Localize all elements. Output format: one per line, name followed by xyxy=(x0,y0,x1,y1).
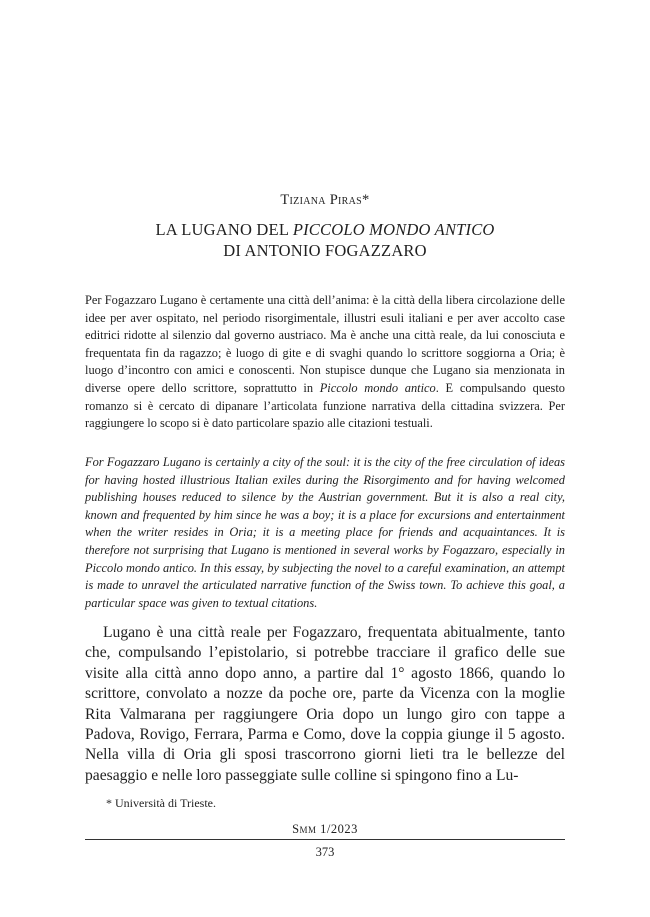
footer-rule xyxy=(85,839,565,840)
journal-issue xyxy=(0,822,650,837)
abstract-italian-part-1: Per Fogazzaro Lugano è certamente una città dell’anima: è la città della libera circolazione delle idee per aver ospitato, nel periodo risorgimentale, illustri esuli italiani e per aver accolto case editrici ridotte al silenzio dal governo austriaco. Ma è anche una città reale, da lui conosciuta e frequentata fin da ragazzo; è luogo di gite e di svaghi quando lo scrittore soggiorna a Oria; è luogo d’incontro con amici e conoscenti. Non stupisce dunque che Lugano sia menzionata in diverse opere dello scrittore, soprattutto in xyxy=(85,293,565,395)
abstract-italian-text xyxy=(85,292,565,433)
page-number: 373 xyxy=(315,845,335,859)
abstract-english xyxy=(85,454,565,612)
title-line-1-prefix: LA LUGANO DEL xyxy=(155,220,293,239)
author-name xyxy=(0,192,650,209)
abstract-english-text: For Fogazzaro Lugano is certainly a city of the soul: it is the city of the free circulation of ideas for having hosted illustrious Italian exiles during the Risorgimento and for having welcomed publishing houses reduced to silence by the Austrian government. But it is also a real city, known and frequented by him since he was a boy; it is a place for excursions and entertainment when the writer resides in Oria; it is a meeting place for friends and acquaintances. It is therefore not surprising that Lugano is mentioned in several works by Fogazzaro, especially in Piccolo mondo antico. In this essay, by subjecting the novel to a careful examination, an attempt is made to unravel the articulated narrative function of the Swiss town. To achieve this goal, a particular space was given to textual citations. xyxy=(85,455,565,610)
footnote: * Università di Trieste. xyxy=(106,796,216,810)
author-footnote-mark: * xyxy=(362,192,370,208)
abstract-italian xyxy=(85,292,565,433)
journal-issue-text: Smm 1/2023 xyxy=(292,822,358,836)
title-line-1 xyxy=(0,219,650,240)
abstract-italian-novel-title: Piccolo mondo antico xyxy=(319,380,436,395)
title-line-2: DI ANTONIO FOGAZZARO xyxy=(223,241,427,260)
abstract-italian-part-2: . E compulsando questo romanzo si è cercato di dipanare l’articolata funzione narrativa della cittadina svizzera. Per raggiungere lo scopo si è dato particolare spazio alle citazioni testuali. xyxy=(85,380,565,431)
title-line-1-italic: PICCOLO MONDO ANTICO xyxy=(292,220,495,239)
body-paragraph: Lugano è una città reale per Fogazzaro, frequentata abitualmente, tanto che, compulsando l’epistolario, si potrebbe tracciare il grafico delle sue visite alla città anno dopo anno, a partire dal 1° agosto 1866, quando lo scrittore, convolato a nozze da poche ore, parte da Vicenza con la moglie Rita Valmarana per raggiungere Oria dopo un lungo giro con tappe a Padova, Rovigo, Ferrara, Parma e Como, dove la coppia giunge il 5 agosto. Nella villa di Oria gli sposi trascorrono giorni lieti tra le bellezze del paesaggio e nelle loro passeggiate sulle colline si spingono fino a Lu- xyxy=(85,624,565,784)
author-name-text: Tiziana Piras xyxy=(280,192,363,208)
article-title xyxy=(0,219,650,261)
